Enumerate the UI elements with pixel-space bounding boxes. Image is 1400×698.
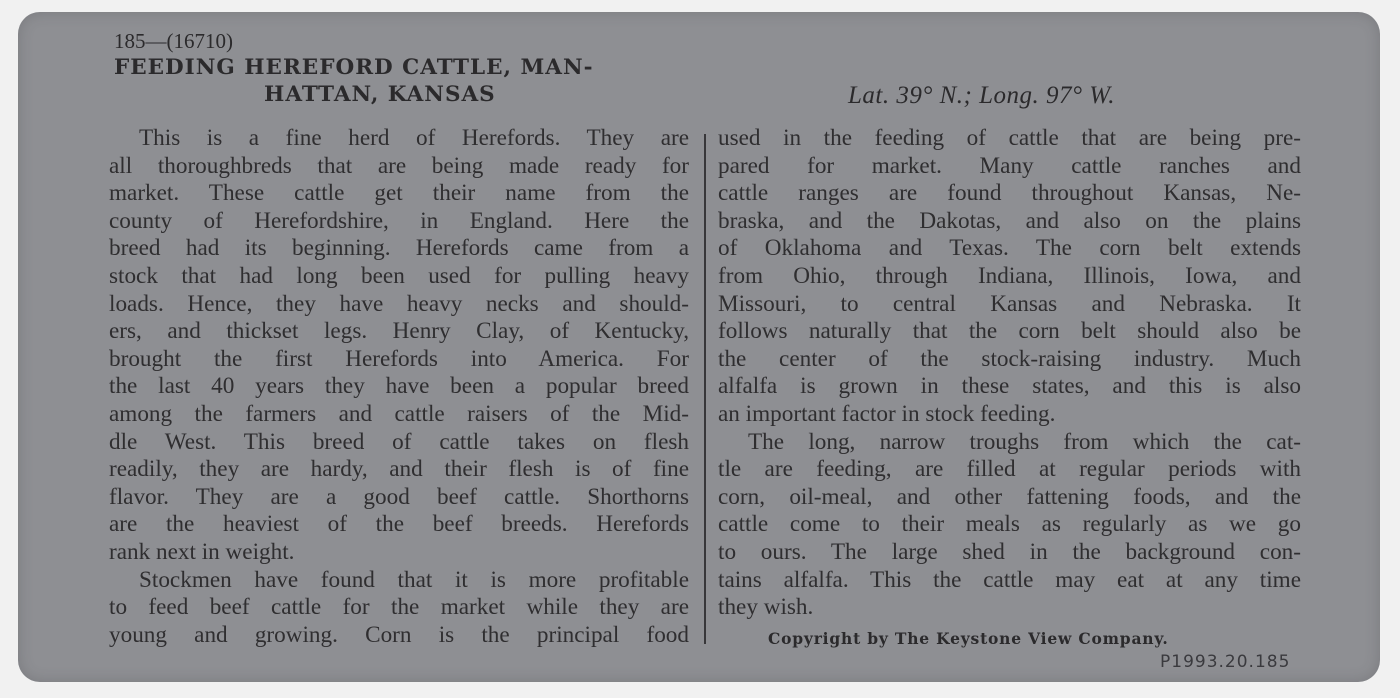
text-line: are the heaviest of the beef breeds. Herefords: [109, 511, 689, 538]
title-line-2: HATTAN, KANSAS: [264, 82, 496, 107]
column-divider: [704, 134, 706, 644]
stereograph-card-back: [18, 12, 1380, 682]
text-line: all thoroughbreds that are being made ready for: [109, 152, 689, 179]
title-line-1: FEEDING HEREFORD CATTLE, MAN-: [114, 55, 594, 80]
left-column: [109, 125, 689, 649]
text-line: the last 40 years they have been a popular breed: [109, 373, 689, 400]
text-line: they wish.: [718, 594, 814, 621]
accession-number: P1993.20.185: [1160, 652, 1291, 672]
right-paragraph-1: [718, 125, 1301, 429]
text-line: cattle ranges are found throughout Kansas, Ne-: [718, 180, 1301, 207]
text-line: tle are feeding, are filled at regular periods with: [718, 456, 1301, 483]
text-line: rank next in weight.: [109, 538, 295, 565]
text-line: county of Herefordshire, in England. Here the: [109, 207, 689, 234]
lat-long: Lat. 39° N.; Long. 97° W.: [848, 82, 1116, 109]
text-line: Missouri, to central Kansas and Nebraska. It: [718, 290, 1301, 317]
text-line: alfalfa is grown in these states, and this is also: [718, 373, 1301, 400]
text-line: from Ohio, through Indiana, Illinois, Iowa, and: [718, 262, 1301, 289]
text-line: loads. Hence, they have heavy necks and should-: [109, 290, 689, 317]
text-line: This is a fine herd of Herefords. They are: [139, 125, 689, 151]
catalog-number: 185—(16710): [114, 29, 233, 53]
text-line: cattle come to their meals as regularly as we go: [718, 511, 1301, 538]
text-line: of Oklahoma and Texas. The corn belt extends: [718, 235, 1301, 262]
text-line: ers, and thickset legs. Henry Clay, of Kentucky,: [109, 318, 689, 345]
card-title: [114, 54, 694, 108]
left-paragraph-2: [109, 567, 689, 650]
text-line: follows naturally that the corn belt should also be: [718, 318, 1301, 345]
text-line: the center of the stock-raising industry. Much: [718, 345, 1301, 372]
text-line: among the farmers and cattle raisers of the Mid-: [109, 400, 689, 427]
text-line: braska, and the Dakotas, and also on the plains: [718, 207, 1301, 234]
left-paragraph-1: [109, 125, 689, 567]
text-line: market. These cattle get their name from the: [109, 180, 689, 207]
right-paragraph-2: [718, 429, 1301, 622]
text-line: used in the feeding of cattle that are being pre-: [718, 125, 1301, 151]
text-line: stock that had long been used for pulling heavy: [109, 262, 689, 289]
text-line: brought the first Herefords into America. For: [109, 345, 689, 372]
text-line: breed had its beginning. Herefords came from a: [109, 235, 689, 262]
text-line: readily, they are hardy, and their flesh is of fine: [109, 456, 689, 483]
copyright-line: Copyright by The Keystone View Company.: [768, 629, 1169, 648]
text-line: to feed beef cattle for the market while they are: [109, 594, 689, 621]
text-line: corn, oil-meal, and other fattening foods, and the: [718, 483, 1301, 510]
text-line: an important factor in stock feeding.: [718, 400, 1056, 427]
text-line: pared for market. Many cattle ranches and: [718, 152, 1301, 179]
text-line: to ours. The large shed in the background con-: [718, 538, 1301, 565]
text-line: Stockmen have found that it is more profitable: [139, 566, 689, 593]
right-column: [718, 125, 1301, 622]
text-line: dle West. This breed of cattle takes on flesh: [109, 428, 689, 455]
text-line: flavor. They are a good beef cattle. Shorthorns: [109, 483, 689, 510]
text-line: The long, narrow troughs from which the cat-: [748, 428, 1301, 455]
text-line: young and growing. Corn is the principal food: [109, 621, 689, 648]
text-line: tains alfalfa. This the cattle may eat at any time: [718, 566, 1301, 593]
